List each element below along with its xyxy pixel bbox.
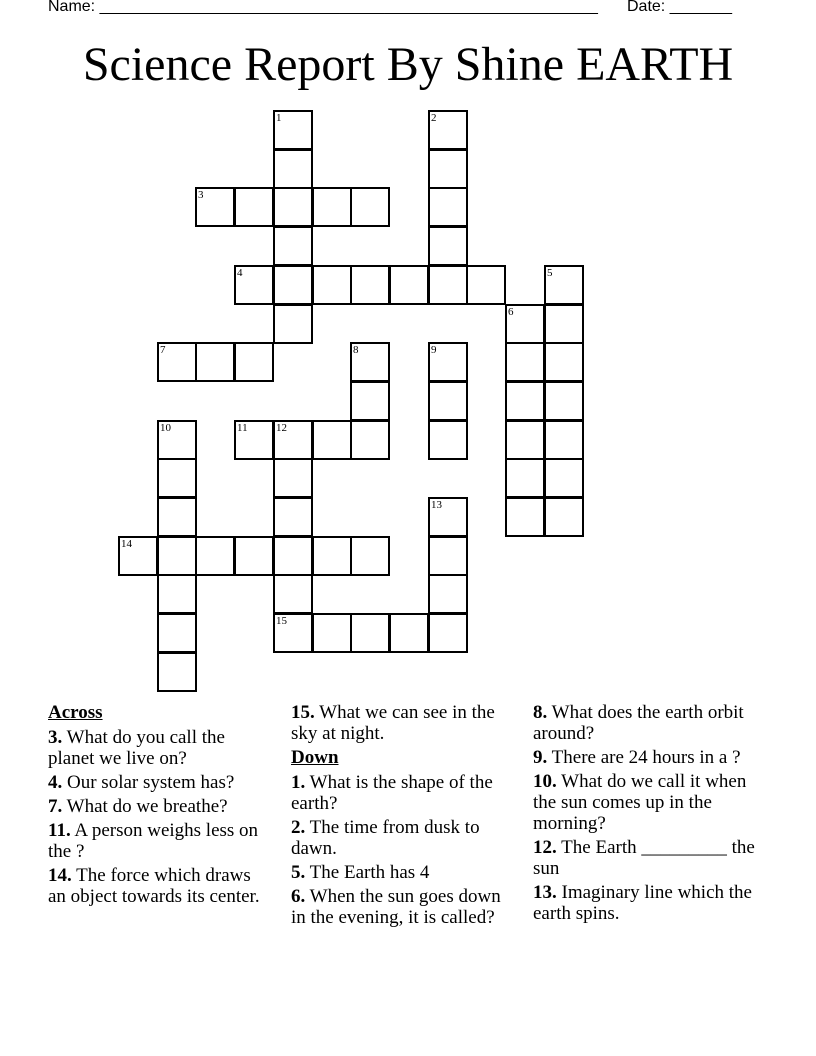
clue-number: 7. bbox=[48, 796, 63, 817]
crossword-cell[interactable] bbox=[350, 187, 390, 227]
clue-text: What we can see in the sky at night. bbox=[291, 702, 495, 744]
across-clue bbox=[48, 772, 270, 793]
crossword-cell[interactable] bbox=[505, 342, 545, 382]
clue-number: 2. bbox=[291, 817, 306, 838]
clues-column-3 bbox=[533, 702, 768, 927]
crossword-cell[interactable] bbox=[389, 265, 429, 305]
crossword-cell[interactable] bbox=[273, 536, 313, 576]
crossword-cell[interactable] bbox=[234, 265, 274, 305]
cell-number: 4 bbox=[237, 267, 243, 279]
cell-number: 11 bbox=[237, 422, 248, 434]
clue-text: There are 24 hours in a ? bbox=[551, 747, 741, 768]
crossword-cell[interactable] bbox=[157, 342, 197, 382]
crossword-cell[interactable] bbox=[350, 536, 390, 576]
crossword-cell[interactable] bbox=[273, 613, 313, 653]
crossword-cell[interactable] bbox=[234, 420, 274, 460]
clue-text: A person weighs less on the ? bbox=[48, 820, 259, 862]
clue-number: 10. bbox=[533, 771, 557, 792]
crossword-cell[interactable] bbox=[428, 574, 468, 614]
crossword-cell[interactable] bbox=[544, 420, 584, 460]
cell-number: 7 bbox=[160, 344, 166, 356]
crossword-cell[interactable] bbox=[466, 265, 506, 305]
crossword-cell[interactable] bbox=[505, 420, 545, 460]
crossword-cell[interactable] bbox=[544, 265, 584, 305]
clue-text: When the sun goes down in the evening, it is called? bbox=[291, 886, 501, 928]
clue-number: 14. bbox=[48, 865, 72, 886]
crossword-cell[interactable] bbox=[157, 420, 197, 460]
clues-column-1 bbox=[48, 702, 270, 910]
crossword-cell[interactable] bbox=[273, 574, 313, 614]
crossword-cell[interactable] bbox=[312, 187, 352, 227]
down-clue bbox=[291, 862, 513, 883]
crossword-cell[interactable] bbox=[273, 265, 313, 305]
clue-number: 6. bbox=[291, 886, 306, 907]
clue-number: 11. bbox=[48, 820, 71, 841]
crossword-cell[interactable] bbox=[273, 226, 313, 266]
crossword-cell[interactable] bbox=[389, 613, 429, 653]
crossword-cell[interactable] bbox=[428, 420, 468, 460]
crossword-cell[interactable] bbox=[195, 536, 235, 576]
crossword-cell[interactable] bbox=[544, 342, 584, 382]
page-title: Science Report By Shine EARTH bbox=[82, 38, 734, 91]
crossword-cell[interactable] bbox=[505, 304, 545, 344]
crossword-cell[interactable] bbox=[350, 265, 390, 305]
across-clue bbox=[291, 702, 513, 744]
crossword-cell[interactable] bbox=[273, 420, 313, 460]
clue-number: 1. bbox=[291, 772, 306, 793]
cell-number: 9 bbox=[431, 344, 437, 356]
down-clue bbox=[291, 886, 513, 928]
clue-number: 5. bbox=[291, 862, 306, 883]
down-clue bbox=[533, 837, 768, 879]
across-clue bbox=[48, 796, 270, 817]
crossword-cell[interactable] bbox=[505, 458, 545, 498]
crossword-cell[interactable] bbox=[312, 536, 352, 576]
cell-number: 8 bbox=[353, 344, 359, 356]
clue-text: What do you call the planet we live on? bbox=[48, 727, 225, 769]
across-heading: Across bbox=[48, 702, 103, 723]
clue-text: What do we breathe? bbox=[66, 796, 228, 817]
crossword-cell[interactable] bbox=[505, 497, 545, 537]
clue-number: 4. bbox=[48, 772, 63, 793]
crossword-cell[interactable] bbox=[118, 536, 158, 576]
crossword-cell[interactable] bbox=[312, 265, 352, 305]
crossword-cell[interactable] bbox=[157, 574, 197, 614]
cell-number: 10 bbox=[160, 422, 171, 434]
crossword-cell[interactable] bbox=[428, 149, 468, 189]
crossword-cell[interactable] bbox=[428, 265, 468, 305]
cell-number: 12 bbox=[276, 422, 287, 434]
crossword-cell[interactable] bbox=[157, 613, 197, 653]
clue-text: The force which draws an object towards its center. bbox=[48, 865, 260, 907]
clue-text: Imaginary line which the earth spins. bbox=[533, 882, 752, 924]
crossword-cell[interactable] bbox=[312, 613, 352, 653]
down-clue bbox=[533, 702, 768, 744]
down-clue bbox=[291, 817, 513, 859]
cell-number: 14 bbox=[121, 538, 132, 550]
down-clue bbox=[291, 772, 513, 814]
crossword-cell[interactable] bbox=[350, 613, 390, 653]
cell-number: 15 bbox=[276, 615, 287, 627]
crossword-cell[interactable] bbox=[273, 149, 313, 189]
crossword-cell[interactable] bbox=[428, 342, 468, 382]
crossword-cell[interactable] bbox=[428, 226, 468, 266]
crossword-cell[interactable] bbox=[157, 458, 197, 498]
across-clue bbox=[48, 865, 270, 907]
crossword-cell[interactable] bbox=[157, 652, 197, 692]
crossword-cell[interactable] bbox=[157, 536, 197, 576]
crossword-cell[interactable] bbox=[234, 342, 274, 382]
crossword-cell[interactable] bbox=[428, 613, 468, 653]
crossword-cell[interactable] bbox=[234, 187, 274, 227]
crossword-cell[interactable] bbox=[157, 497, 197, 537]
crossword-cell[interactable] bbox=[428, 497, 468, 537]
clue-number: 9. bbox=[533, 747, 548, 768]
crossword-cell[interactable] bbox=[428, 187, 468, 227]
clue-number: 13. bbox=[533, 882, 557, 903]
crossword-cell[interactable] bbox=[350, 381, 390, 421]
clue-text: Our solar system has? bbox=[67, 772, 235, 793]
across-clue bbox=[48, 820, 270, 862]
clue-number: 12. bbox=[533, 837, 557, 858]
clue-text: The time from dusk to dawn. bbox=[291, 817, 480, 859]
cell-number: 5 bbox=[547, 267, 553, 279]
date-field-label: Date: _______ bbox=[627, 0, 732, 15]
clues-column-2 bbox=[291, 702, 513, 931]
down-clue bbox=[533, 747, 768, 768]
crossword-cell[interactable] bbox=[273, 458, 313, 498]
crossword-cell[interactable] bbox=[544, 304, 584, 344]
clue-number: 8. bbox=[533, 702, 548, 723]
clue-text: What do we call it when the sun comes up in the morning? bbox=[533, 771, 747, 834]
crossword-cell[interactable] bbox=[350, 420, 390, 460]
crossword-cell[interactable] bbox=[273, 187, 313, 227]
cell-number: 2 bbox=[431, 112, 437, 124]
crossword-cell[interactable] bbox=[312, 420, 352, 460]
name-field-label: Name: ________________________________________________________ bbox=[48, 0, 598, 15]
crossword-cell[interactable] bbox=[428, 381, 468, 421]
clue-text: What is the shape of the earth? bbox=[291, 772, 493, 814]
clue-text: The Earth _________ the sun bbox=[533, 837, 755, 879]
crossword-cell[interactable] bbox=[350, 342, 390, 382]
cell-number: 3 bbox=[198, 189, 204, 201]
cell-number: 1 bbox=[276, 112, 282, 124]
crossword-cell[interactable] bbox=[505, 381, 545, 421]
crossword-cell[interactable] bbox=[234, 536, 274, 576]
clue-text: What does the earth orbit around? bbox=[533, 702, 744, 744]
clue-text: The Earth has 4 bbox=[309, 862, 430, 883]
down-clue bbox=[533, 771, 768, 834]
clue-number: 3. bbox=[48, 727, 63, 748]
across-clue bbox=[48, 727, 270, 769]
down-heading: Down bbox=[291, 747, 339, 768]
crossword-cell[interactable] bbox=[273, 110, 313, 150]
crossword-cell[interactable] bbox=[195, 187, 235, 227]
crossword-cell[interactable] bbox=[544, 458, 584, 498]
crossword-cell[interactable] bbox=[428, 110, 468, 150]
crossword-cell[interactable] bbox=[428, 536, 468, 576]
down-clue bbox=[533, 882, 768, 924]
cell-number: 13 bbox=[431, 499, 442, 511]
crossword-cell[interactable] bbox=[544, 497, 584, 537]
clue-number: 15. bbox=[291, 702, 315, 723]
crossword-cell[interactable] bbox=[273, 304, 313, 344]
crossword-cell[interactable] bbox=[544, 381, 584, 421]
cell-number: 6 bbox=[508, 306, 514, 318]
crossword-cell[interactable] bbox=[273, 497, 313, 537]
crossword-cell[interactable] bbox=[195, 342, 235, 382]
